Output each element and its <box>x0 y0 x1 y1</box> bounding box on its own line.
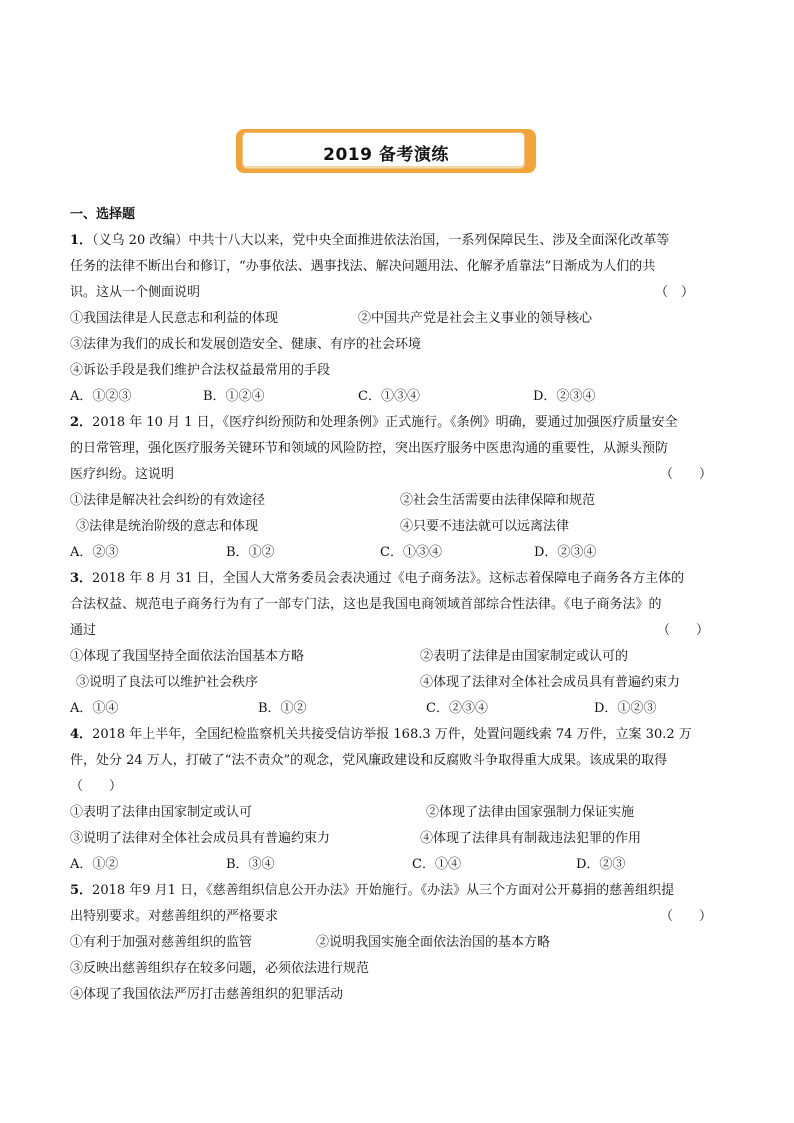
question-5-option-2: ②说明我国实施全面依法治国的基本方略 <box>316 935 551 950</box>
question-1-line-3: 识。这从一个侧面说明 <box>70 285 201 300</box>
question-1-choice-b: B．①②④ <box>203 389 265 404</box>
question-5-option-1: ①有利于加强对慈善组织的监管 <box>70 935 253 950</box>
question-1-choice-a: A．①②③ <box>70 389 132 404</box>
question-5-answer-blank: （ ） <box>660 909 713 924</box>
question-4-option-4: ④体现了法律具有制裁违法犯罪的作用 <box>420 831 642 846</box>
question-1-number: 1． <box>70 233 93 248</box>
question-4-option-2: ②体现了法律由国家强制力保证实施 <box>426 805 635 820</box>
question-3-line-2: 合法权益、规范电子商务行为有了一部专门法，这也是我国电商领域首部综合性法律。《电子商务法》的 <box>70 597 662 612</box>
section-heading: 一、选择题 <box>70 207 136 222</box>
question-4-choice-a: A．①② <box>70 857 119 872</box>
question-3-choice-b: B．①② <box>258 701 307 716</box>
question-2-line-1: 2．2018 年 10 月 1 日，《医疗纠纷预防和处理条例》正式施行。《条例》明确，要通过加强医疗质量安全 <box>70 415 678 430</box>
question-3-choice-a: A．①④ <box>70 701 119 716</box>
question-2-option-2: ②社会生活需要由法律保障和规范 <box>400 493 596 508</box>
question-2-choice-c: C．①③④ <box>380 545 442 560</box>
question-5-option-3: ③反映出慈善组织存在较多问题，必须依法进行规范 <box>70 961 370 976</box>
question-1-option-4: ④诉讼手段是我们维护合法权益最常用的手段 <box>70 363 331 378</box>
question-4-line-3: （ ） <box>70 779 123 794</box>
question-3-line-3: 通过 <box>70 623 97 638</box>
question-3-choice-c: C．②③④ <box>426 701 488 716</box>
question-1-option-3: ③法律为我们的成长和发展创造安全、健康、有序的社会环境 <box>70 337 422 352</box>
question-2-choice-d: D．②③④ <box>534 545 597 560</box>
question-5-line-2: 出特别要求。对慈善组织的严格要求 <box>70 909 279 924</box>
question-4-choice-d: D．②③ <box>576 857 626 872</box>
question-1-line-2: 任务的法律不断出台和修订，“办事依法、遇事找法、解决问题用法、化解矛盾靠法”日渐成为人们的共 <box>70 259 656 274</box>
question-3-option-2: ②表明了法律是由国家制定或认可的 <box>420 649 629 664</box>
question-3-option-4: ④体现了法律对全体社会成员具有普遍约束力 <box>420 675 681 690</box>
question-3-answer-blank: （ ） <box>657 623 710 638</box>
question-3-option-3: ③说明了良法可以维护社会秩序 <box>76 675 259 690</box>
question-2-choice-a: A．②③ <box>70 545 119 560</box>
question-2-option-4: ④只要不违法就可以远离法律 <box>400 519 570 534</box>
question-2-choice-b: B．①② <box>226 545 275 560</box>
question-4-line-1: 4．2018 年上半年，全国纪检监察机关共接受信访举报 168.3 万件，处置问题线索 74 万件，立案 30.2 万 <box>70 727 692 742</box>
question-5-number: 5． <box>70 883 93 898</box>
question-3-number: 3． <box>70 571 93 586</box>
question-1-answer-blank: （ ） <box>655 285 695 300</box>
question-3-line-1: 3．2018 年 8 月 31 日，全国人大常务委员会表决通过《电子商务法》。这标志着保障电子商务各方主体的 <box>70 571 685 586</box>
question-3-choice-d: D．①②③ <box>594 701 657 716</box>
question-1-option-1: ①我国法律是人民意志和利益的体现 <box>70 311 279 326</box>
question-4-line-2: 件，处分 24 万人，打破了“法不责众”的观念，党风廉政建设和反腐败斗争取得重大成果。该成果的取得 <box>70 753 668 768</box>
question-2-line-2: 的日常管理，强化医疗服务关键环节和领域的风险防控，突出医疗服务中医患沟通的重要性，从源头预防 <box>70 441 669 456</box>
question-2-option-1: ①法律是解决社会纠纷的有效途径 <box>70 493 266 508</box>
question-1-line-1: 1．（义乌 20 改编）中共十八大以来，党中央全面推进依法治国，一系列保障民生、涉及全面深化改革等 <box>70 233 670 248</box>
question-5-option-4: ④体现了我国依法严厉打击慈善组织的犯罪活动 <box>70 987 344 1002</box>
question-2-line-3: 医疗纠纷。这说明 <box>70 467 175 482</box>
question-4-option-1: ①表明了法律由国家制定或认可 <box>70 805 253 820</box>
question-5-line-1: 5．2018 年9 月1 日，《慈善组织信息公开办法》开始施行。《办法》从三个方面对公开募捐的慈善组织提 <box>70 883 675 898</box>
question-3-option-1: ①体现了我国坚持全面依法治国基本方略 <box>70 649 305 664</box>
title-banner <box>236 129 536 173</box>
page-title: 2019 备考演练 <box>323 145 449 165</box>
question-1-choice-c: C．①③④ <box>358 389 420 404</box>
question-2-option-3: ③法律是统治阶级的意志和体现 <box>76 519 259 534</box>
question-4-choice-c: C．①④ <box>412 857 461 872</box>
question-4-number: 4． <box>70 727 93 742</box>
question-4-choice-b: B．③④ <box>226 857 275 872</box>
question-2-answer-blank: （ ） <box>660 467 713 482</box>
question-1-choice-d: D．②③④ <box>533 389 596 404</box>
question-2-number: 2． <box>70 415 93 430</box>
question-4-option-3: ③说明了法律对全体社会成员具有普遍约束力 <box>70 831 331 846</box>
question-1-option-2: ②中国共产党是社会主义事业的领导核心 <box>358 311 593 326</box>
